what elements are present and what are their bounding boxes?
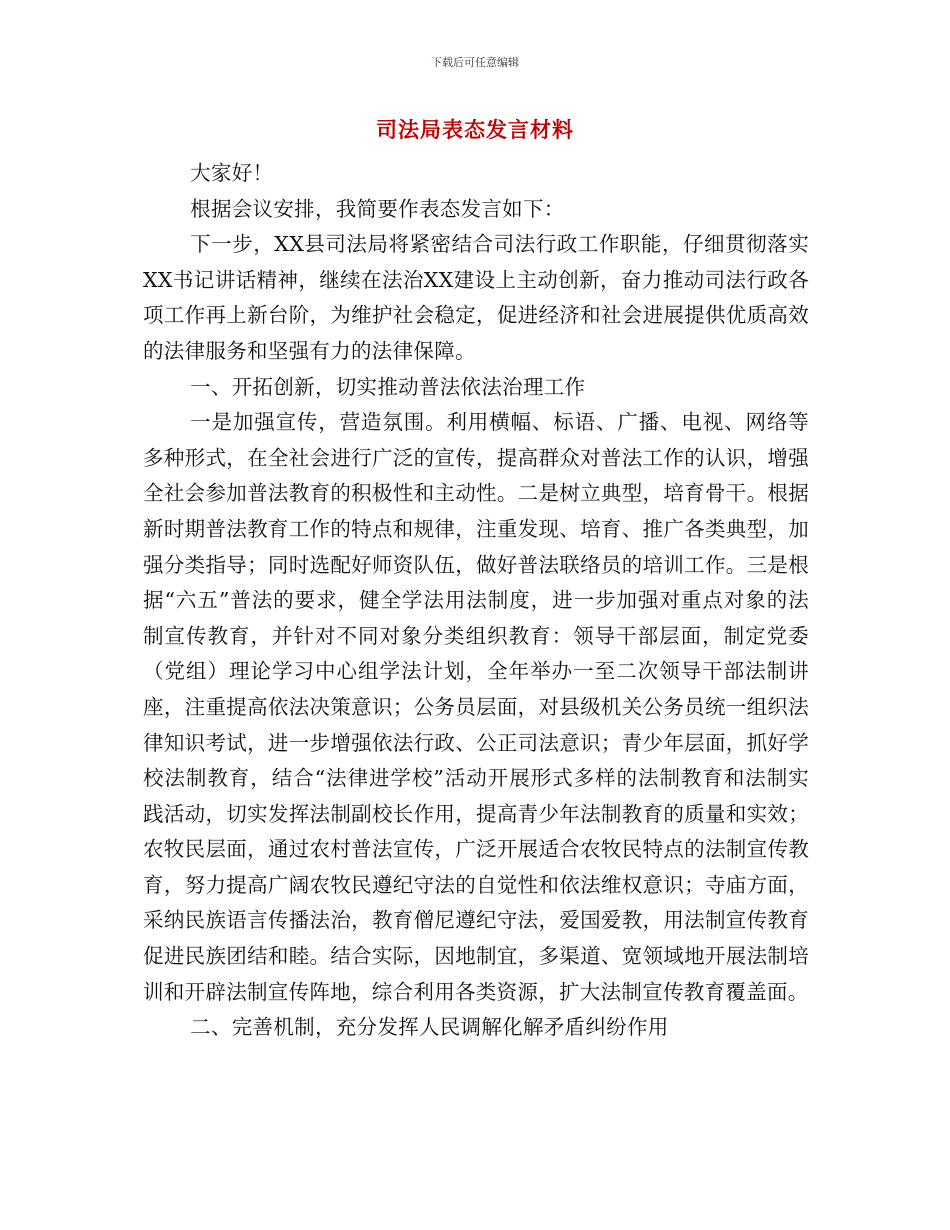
document-body [143,156,809,1046]
section-heading-1: 一、开拓创新，切实推动普法依法治理工作 [190,374,586,399]
intro-paragraph: 根据会议安排，我简要作表态发言如下： [190,196,565,221]
document-title: 司法局表态发言材料 [376,118,574,142]
body-paragraph: 下一步，XX县司法局将紧密结合司法行政工作职能，仔细贯彻落实XX书记讲话精神，继续在法治XX建设上主动创新，奋力推动司法行政各项工作再上新台阶，为维护社会稳定，促进经济和社会进展提供优质高效的法律服务和坚强有力的法律保障。 [143,232,809,363]
greeting-paragraph: 大家好！ [190,161,274,185]
body-paragraph: 一是加强宣传，营造氛围。利用横幅、标语、广播、电视、网络等多种形式，在全社会进行广泛的宣传，提高群众对普法工作的认识，增强全社会参加普法教育的积极性和主动性。二是树立典型，培育骨干。根据新时期普法教育工作的特点和规律，注重发现、培育、推广各类典型，加强分类指导；同时选配好师资队伍，做好普法联络员的培训工作。三是根据“六五”普法的要求，健全学法用法制度，进一步加强对重点对象的法制宣传教育，并针对不同对象分类组织教育：领导干部层面，制定党委（党组）理论学习中心组学法计划，全年举办一至二次领导干部法制讲座，注重提高依法决策意识；公务员层面，对县级机关公务员统一组织法律知识考试，进一步增强依法行政、公正司法意识；青少年层面，抓好学校法制教育，结合“法律进学校”活动开展形式多样的法制教育和法制实践活动，切实发挥法制副校长作用，提高青少年法制教育的质量和实效；农牧民层面，通过农村普法宣传，广泛开展适合农牧民特点的法制宣传教育，努力提高广阔农牧民遵纪守法的自觉性和依法维权意识；寺庙方面，采纳民族语言传播法治，教育僧尼遵纪守法，爱国爱教，用法制宣传教育促进民族团结和睦。结合实际，因地制宜，多渠道、宽领域地开展法制培训和开辟法制宣传阵地，综合利用各类资源，扩大法制宣传教育覆盖面。 [143,410,809,1004]
section-heading-2: 二、完善机制，充分发挥人民调解化解矛盾纠纷作用 [190,1015,669,1040]
header-note: 下载后可任意编辑 [431,56,519,69]
